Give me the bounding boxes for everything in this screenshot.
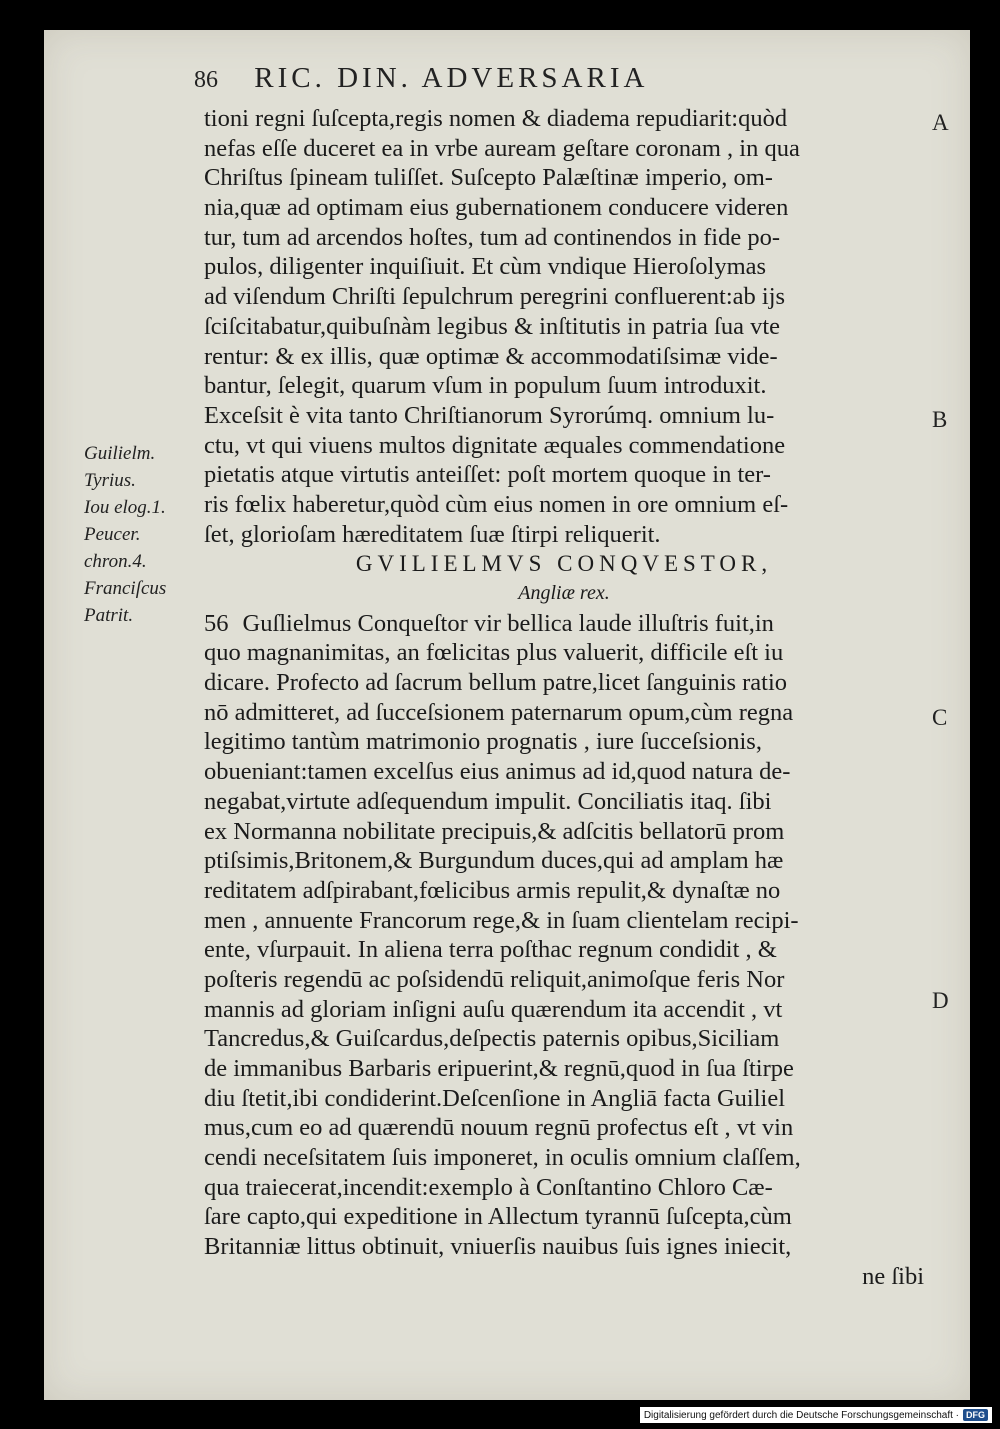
dfg-logo: DFG (963, 1409, 988, 1421)
text-line: mannis ad gloriam inſigni auſu quærendum ita accendit , vt (204, 995, 783, 1023)
body-text (204, 104, 924, 1292)
text-line: tur, tum ad arcendos hoſtes, tum ad continendos in fide po- (204, 223, 781, 251)
book-page (44, 30, 970, 1400)
text-line: Chriſtus ſpineam tuliſſet. Suſcepto Palæſtinæ imperio, om- (204, 164, 773, 192)
margin-note: Peucer. (84, 524, 141, 545)
text-line-content: Guſlielmus Conqueſtor vir bellica laude illuſtris fuit,in (242, 609, 774, 637)
text-line: ctu, vt qui viuens multos dignitate æquales commendatione (204, 431, 786, 459)
text-line: nia,quæ ad optimam eius gubernationem conducere videren (204, 194, 789, 222)
text-line: diu ſtetit,ibi condiderint.Deſcenſione in Angliā facta Guiliel (204, 1084, 786, 1112)
text-line: nō admitteret, ad ſucceſsionem paternarum opum,cùm regna (204, 698, 794, 726)
section-number: 56 (204, 609, 229, 637)
text-line: bantur, ſelegit, quarum vſum in populum ſuum introduxit. (204, 372, 767, 400)
section-marker-b: B (932, 407, 948, 432)
text-line: ex Normanna nobilitate precipuis,& adſcitis bellatorū prom (204, 817, 785, 845)
text-line: negabat,virtute adſequendum impulit. Conciliatis itaq. ſibi (204, 787, 772, 815)
section-heading: GVILIELMVS CONQVESTOR, (355, 551, 773, 577)
margin-note: Iou elog.1. (84, 497, 166, 518)
text-line: pietatis atque virtutis anteiſſet: poſt mortem quoque in ter- (204, 461, 771, 489)
text-line: ente, vſurpauit. In aliena terra poſthac regnum condidit , & (204, 936, 777, 964)
margin-notes (84, 440, 204, 629)
text-line: ſet, glorioſam hæreditatem ſuæ ſtirpi reliquerit. (204, 520, 661, 548)
page-header (194, 62, 874, 95)
text-line: Tancredus,& Guiſcardus,deſpectis paternis opibus,Siciliam (204, 1025, 780, 1053)
text-line: obueniant:tamen excelſus eius animus ad id,quod natura de- (204, 758, 791, 786)
section-subheading: Angliæ rex. (518, 582, 610, 604)
text-line: cendi neceſsitatem ſuis imponeret, in oculis omnium claſſem, (204, 1144, 801, 1172)
section-marker-d: D (932, 988, 949, 1013)
text-line: legitimo tantùm matrimonio prognatis , iure ſucceſsionis, (204, 728, 762, 756)
text-line: quo magnanimitas, an fœlicitas plus valuerit, difficile eſt iu (204, 639, 784, 667)
funding-footer (640, 1407, 992, 1423)
margin-note: chron.4. (84, 551, 147, 572)
section-marker-a: A (932, 110, 949, 135)
text-line: rentur: & ex illis, quæ optimæ & accommodatiſsimæ vide- (204, 342, 778, 370)
text-line: reditatem adſpirabant,fœlicibus armis repulit,& dynaſtæ no (204, 876, 781, 904)
text-line: poſteris regendū ac poſsidendū reliquit,animoſque feris Nor (204, 965, 785, 993)
text-line: ſciſcitabatur,quibuſnàm legibus & inſtitutis in patria ſua vte (204, 312, 781, 340)
text-line: mus,cum eo ad quærendū nouum regnū profectus eſt , vt vin (204, 1114, 794, 1142)
running-title: RIC. DIN. ADVERSARIA (254, 62, 649, 94)
text-line: nefas eſſe duceret ea in vrbe auream geſtare coronam , in qua (204, 134, 800, 162)
section-marker-c: C (932, 705, 948, 730)
text-line: men , annuente Francorum rege,& in ſuam clientelam recipi- (204, 906, 799, 934)
text-line: tioni regni ſuſcepta,regis nomen & diadema repudiarit:quòd (204, 105, 788, 132)
margin-note: Tyrius. (84, 470, 136, 491)
text-line: Britanniæ littus obtinuit, vniuerſis nauibus ſuis ignes iniecit, (204, 1233, 792, 1261)
margin-note: Guilielm. (84, 443, 156, 464)
catchword: ne ſibi (862, 1262, 924, 1290)
text-line: ptiſsimis,Britonem,& Burgundum duces,qui ad amplam hæ (204, 847, 784, 875)
text-line: de immanibus Barbaris eripuerint,& regnū,quod in ſua ſtirpe (204, 1055, 794, 1082)
footer-text: Digitalisierung gefördert durch die Deutsche Forschungsgemeinschaft · (643, 1409, 959, 1421)
text-line: pulos, diligenter inquiſiuit. Et cùm vndique Hieroſolymas (204, 253, 767, 281)
margin-note: Franciſcus (84, 578, 167, 599)
margin-note: Patrit. (84, 605, 134, 626)
text-line: ad viſendum Chriſti ſepulchrum peregrini confluerent:ab ijs (204, 283, 786, 311)
text-line: ſare capto,qui expeditione in Allectum tyrannū ſuſcepta,cùm (204, 1203, 792, 1231)
page-number: 86 (194, 67, 218, 93)
text-line (204, 609, 924, 639)
text-line: dicare. Profecto ad ſacrum bellum patre,licet ſanguinis ratio (204, 669, 788, 697)
text-line: Exceſsit è vita tanto Chriſtianorum Syrorúmq. omnium lu- (204, 401, 775, 429)
text-line: qua traiecerat,incendit:exemplo à Conſtantino Chloro Cæ- (204, 1173, 773, 1201)
text-line: ris fœlix haberetur,quòd cùm eius nomen in ore omnium eſ- (204, 490, 789, 518)
